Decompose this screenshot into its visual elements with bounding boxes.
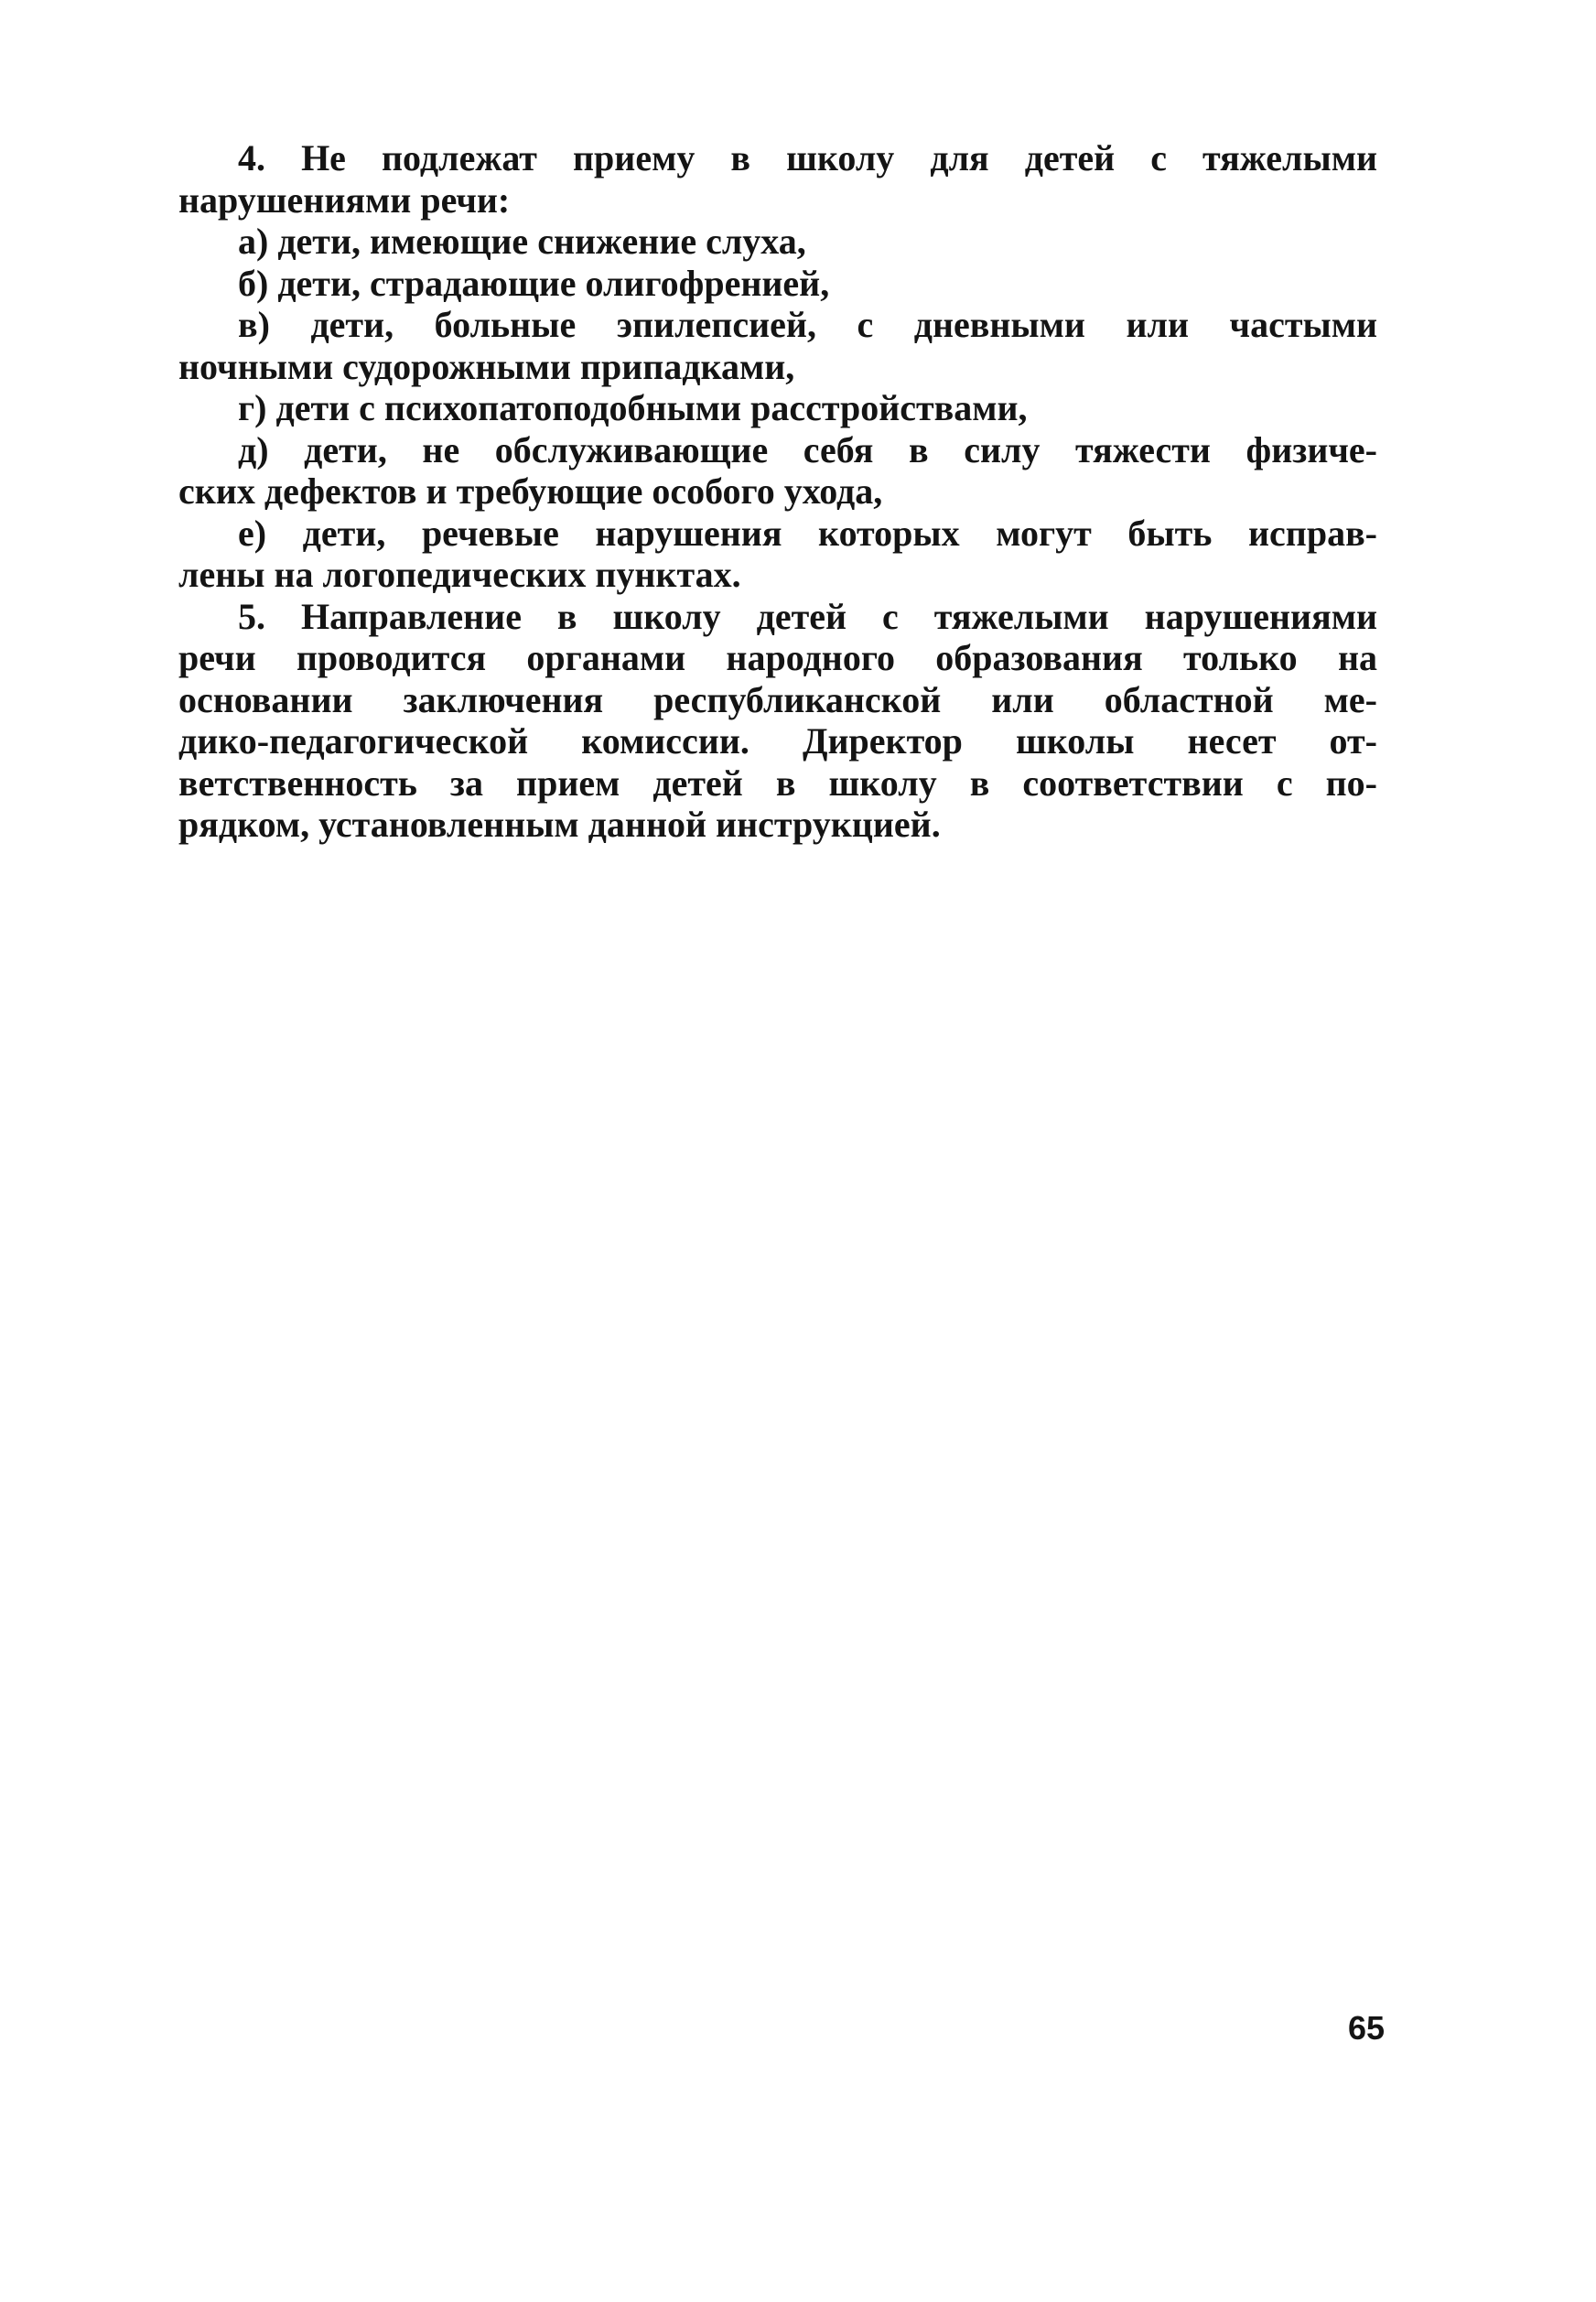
text-line: речи проводится органами народного образования только на bbox=[178, 637, 1377, 678]
text-line: ветственность за прием детей в школу в соответствии с по- bbox=[178, 762, 1377, 804]
text-line: а) дети, имеющие снижение слуха, bbox=[238, 221, 806, 262]
text-line: г) дети с психопатоподобными расстройствами, bbox=[238, 387, 1028, 428]
document-body bbox=[178, 137, 1377, 846]
text-line: нарушениями речи: bbox=[178, 178, 511, 221]
text-line: б) дети, страдающие олигофренией, bbox=[238, 262, 830, 304]
text-line: в) дети, больные эпилепсией, с дневными или частыми bbox=[238, 304, 1377, 345]
page-number: 65 bbox=[1348, 2009, 1386, 2047]
text-line: 4. Не подлежат приему в школу для детей с тяжелыми bbox=[238, 137, 1377, 178]
text-line: 5. Направление в школу детей с тяжелыми нарушениями bbox=[238, 595, 1377, 637]
text-line: основании заключения республиканской или областной ме- bbox=[178, 678, 1377, 720]
text-line: ских дефектов и требующие особого ухода, bbox=[178, 470, 883, 512]
text-line: рядком, установленным данной инструкцией. bbox=[178, 804, 941, 845]
text-line: д) дети, не обслуживающие себя в силу тяжести физиче- bbox=[238, 428, 1377, 470]
text-line: е) дети, речевые нарушения которых могут быть исправ- bbox=[238, 512, 1377, 554]
text-line: ночными судорожными припадками, bbox=[178, 345, 795, 387]
text-line: дико-педагогической комиссии. Директор школы несет от- bbox=[178, 720, 1377, 762]
text-line: лены на логопедических пунктах. bbox=[178, 554, 741, 595]
